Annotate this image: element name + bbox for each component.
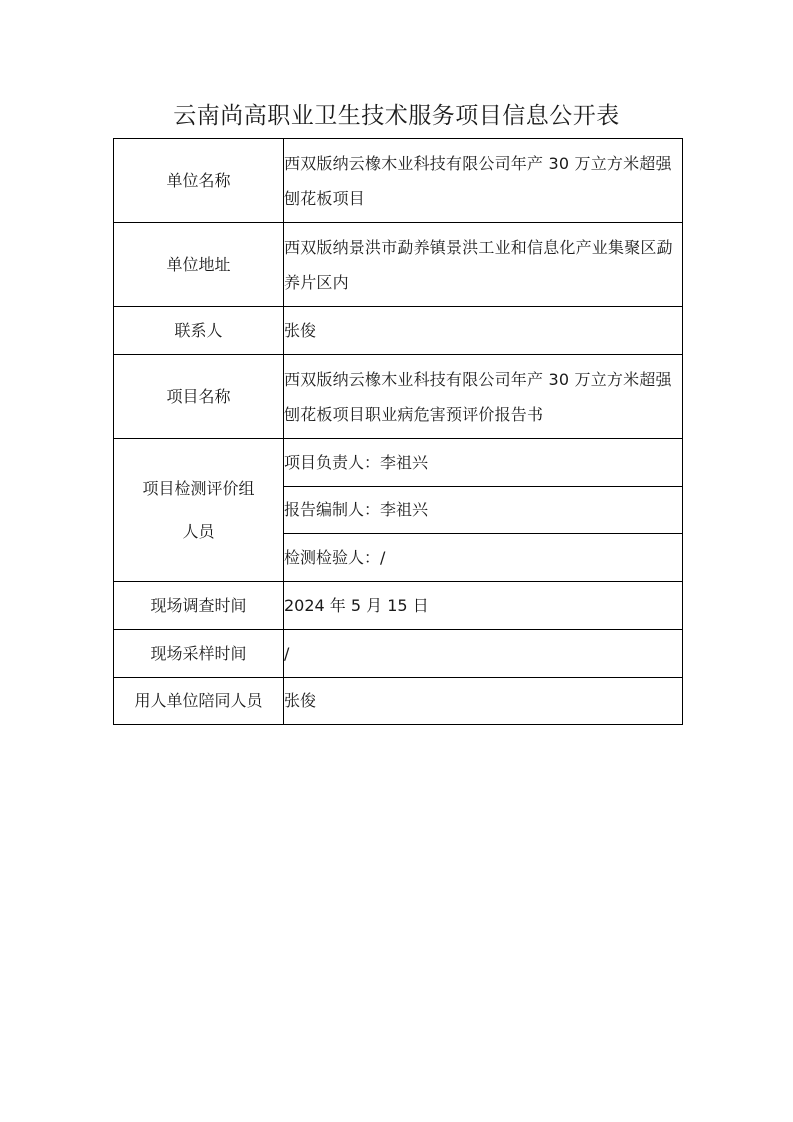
team-member-inspector: 检测检验人：/ [284, 534, 683, 582]
project-name-label: 项目名称 [114, 355, 284, 439]
accompany-label: 用人单位陪同人员 [114, 678, 284, 725]
survey-time-value: 2024 年 5 月 15 日 [284, 582, 683, 630]
unit-name-text: 西双版纳云橡木业科技有限公司年产 30 万立方米超强刨花板项目 [284, 153, 672, 208]
table-row-project-name [114, 355, 683, 439]
accompany-value: 张俊 [284, 678, 683, 725]
project-name-text: 西双版纳云橡木业科技有限公司年产 30 万立方米超强刨花板项目职业病危害预评价报告书 [284, 369, 672, 424]
unit-address-text: 西双版纳景洪市勐养镇景洪工业和信息化产业集聚区勐养片区内 [284, 237, 673, 292]
team-member-author: 报告编制人：李祖兴 [284, 487, 683, 534]
table-row-sampling-time [114, 630, 683, 678]
contact-label: 联系人 [114, 307, 284, 355]
team-label [114, 439, 284, 582]
table-row-contact [114, 307, 683, 355]
table-row-unit-address [114, 223, 683, 307]
unit-address-label: 单位地址 [114, 223, 284, 307]
unit-address-value [284, 223, 683, 307]
info-table [113, 138, 683, 725]
table-row-unit-name [114, 139, 683, 223]
table-row-team-lead [114, 439, 683, 487]
team-label-text: 项目检测评价组人员 [142, 479, 255, 541]
unit-name-label: 单位名称 [114, 139, 284, 223]
sampling-time-value: / [284, 630, 683, 678]
document-title: 云南尚高职业卫生技术服务项目信息公开表 [173, 103, 620, 129]
team-member-lead: 项目负责人：李祖兴 [284, 439, 683, 487]
survey-time-label: 现场调查时间 [114, 582, 284, 630]
table-row-accompany [114, 678, 683, 725]
unit-name-value [284, 139, 683, 223]
project-name-value [284, 355, 683, 439]
table-row-survey-time [114, 582, 683, 630]
contact-value: 张俊 [284, 307, 683, 355]
sampling-time-label: 现场采样时间 [114, 630, 284, 678]
